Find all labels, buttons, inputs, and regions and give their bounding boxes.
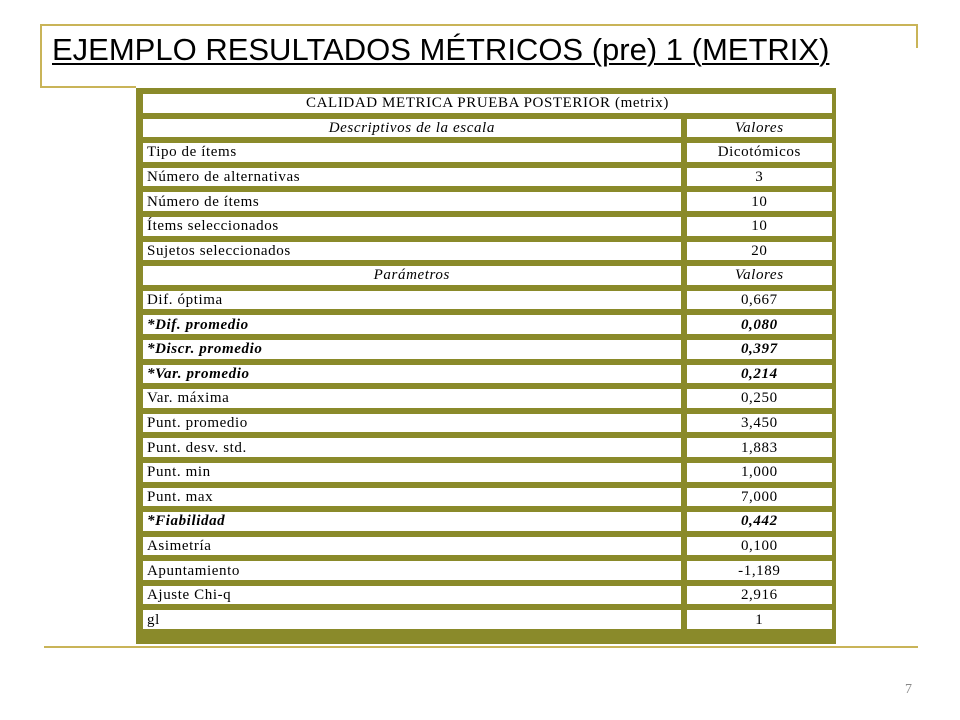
table-row — [141, 584, 834, 607]
row-value: 7,000 — [685, 486, 834, 509]
row-value: 0,397 — [685, 338, 834, 361]
metrics-table-frame — [136, 88, 836, 644]
section-header-value: Valores — [685, 117, 834, 140]
slide-title: EJEMPLO RESULTADOS MÉTRICOS (pre) 1 (METRIX) — [52, 32, 830, 67]
table-title: CALIDAD METRICA PRUEBA POSTERIOR (metrix) — [141, 92, 834, 115]
section-header-row — [141, 264, 834, 287]
page-number: 7 — [905, 682, 912, 697]
row-label: Número de ítems — [141, 190, 683, 213]
top-rule — [40, 24, 918, 26]
table-row — [141, 608, 834, 631]
table-row-highlight — [141, 510, 834, 533]
row-value: 3,450 — [685, 412, 834, 435]
table-row — [141, 289, 834, 312]
row-label: *Discr. promedio — [141, 338, 683, 361]
row-value: 0,080 — [685, 313, 834, 336]
row-label: *Var. promedio — [141, 363, 683, 386]
top-rule-tick — [916, 24, 918, 48]
row-label: gl — [141, 608, 683, 631]
row-value: 10 — [685, 215, 834, 238]
table-row — [141, 461, 834, 484]
row-value: 0,100 — [685, 535, 834, 558]
row-label: Tipo de ítems — [141, 141, 683, 164]
row-label: Asimetría — [141, 535, 683, 558]
row-label: Número de alternativas — [141, 166, 683, 189]
metrics-table — [139, 90, 836, 633]
row-value: 3 — [685, 166, 834, 189]
row-label: Punt. promedio — [141, 412, 683, 435]
row-label: Apuntamiento — [141, 559, 683, 582]
table-row — [141, 166, 834, 189]
table-row — [141, 436, 834, 459]
row-value: 0,667 — [685, 289, 834, 312]
table-row — [141, 559, 834, 582]
section-header-label: Parámetros — [141, 264, 683, 287]
row-label: *Fiabilidad — [141, 510, 683, 533]
row-label: Ajuste Chi-q — [141, 584, 683, 607]
table-row — [141, 190, 834, 213]
row-label: *Dif. promedio — [141, 313, 683, 336]
row-label: Punt. desv. std. — [141, 436, 683, 459]
row-label: Punt. max — [141, 486, 683, 509]
table-row — [141, 141, 834, 164]
section-header-label: Descriptivos de la escala — [141, 117, 683, 140]
table-row-highlight — [141, 338, 834, 361]
row-value: 1,883 — [685, 436, 834, 459]
row-value: 0,442 — [685, 510, 834, 533]
row-value: 20 — [685, 240, 834, 263]
left-rule — [40, 24, 42, 88]
table-row — [141, 412, 834, 435]
row-value: Dicotómicos — [685, 141, 834, 164]
row-value: 0,250 — [685, 387, 834, 410]
table-row-highlight — [141, 363, 834, 386]
table-title-row — [141, 92, 834, 115]
row-value: 10 — [685, 190, 834, 213]
table-row — [141, 486, 834, 509]
section-header-row — [141, 117, 834, 140]
title-underrule — [40, 86, 136, 88]
table-row — [141, 387, 834, 410]
table-row-highlight — [141, 313, 834, 336]
table-row — [141, 240, 834, 263]
row-value: 2,916 — [685, 584, 834, 607]
row-label: Dif. óptima — [141, 289, 683, 312]
row-value: 1,000 — [685, 461, 834, 484]
table-row — [141, 215, 834, 238]
section-header-value: Valores — [685, 264, 834, 287]
row-label: Ítems seleccionados — [141, 215, 683, 238]
row-label: Var. máxima — [141, 387, 683, 410]
row-value: -1,189 — [685, 559, 834, 582]
row-value: 1 — [685, 608, 834, 631]
row-label: Sujetos seleccionados — [141, 240, 683, 263]
bottom-rule — [44, 646, 918, 648]
row-label: Punt. min — [141, 461, 683, 484]
table-row — [141, 535, 834, 558]
row-value: 0,214 — [685, 363, 834, 386]
